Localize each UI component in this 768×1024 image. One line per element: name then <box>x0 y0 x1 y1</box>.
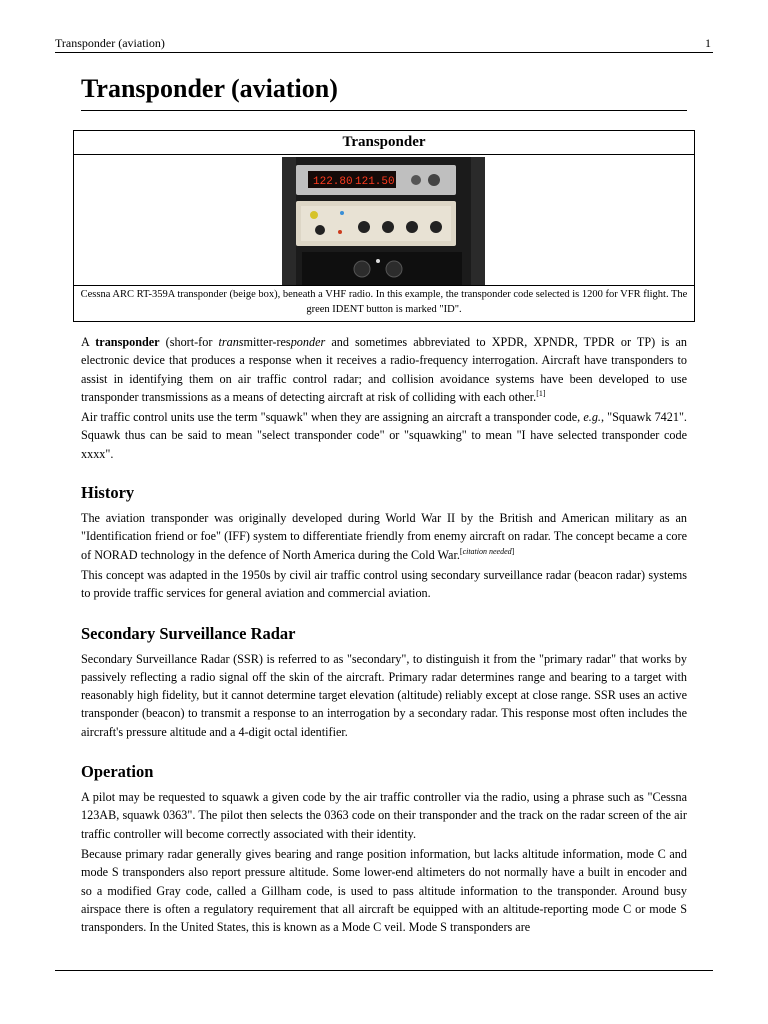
panel-left-edge <box>282 157 296 285</box>
transponder-photo[interactable] <box>282 157 485 285</box>
history-paragraph-1: The aviation transponder was originally developed during World War II by the British and American military as an "Identification friend or foe" (IFF) system to differentiate friendly from enemy aircraft on radar. The concept became a core of NORAD technology in the defence of North America during the Cold War.[citation needed] <box>81 511 687 562</box>
infobox <box>73 130 695 322</box>
operation-paragraph-2: Because primary radar generally gives bearing and range position information, but lacks altitude information, mode C and mode S transponders also report pressure altitude. Some lower-end altimeters do not normally have a built in encoder and so a modified Gray code, called a Gillham code, is used to pass altitude information to the transponder. Around busy airspace there is often a regulatory requirement that all aircraft be equipped with an altitude-reporting mode C or mode S transponders. In the United States, this is known as a Mode C veil. Mode S transponders are <box>81 846 687 935</box>
footer-rule <box>55 970 713 971</box>
operation-paragraph-1: A pilot may be requested to squawk a given code by the air traffic controller via the radio, using a phrase such as "Cessna 123AB, squawk 0363". The pilot then selects the 0363 code on their transponder and the track on the radar screen of the air traffic controller will become correctly associated with their identity. <box>81 790 687 841</box>
panel-right-edge <box>471 157 485 285</box>
infobox-caption: Cessna ARC RT-359A transponder (beige box), beneath a VHF radio. In this example, the transponder code selected is 1200 for VFR flight. The green IDENT button is marked "ID". <box>80 289 688 315</box>
running-title: Transponder (aviation) <box>55 36 165 50</box>
history-paragraph-2: This concept was adapted in the 1950s by civil air traffic control using secondary surveillance radar (beacon radar) systems to provide traffic services for general aviation and commercial aviation. <box>81 567 687 601</box>
lower-panel <box>302 252 462 285</box>
radio-knob-2 <box>428 174 440 186</box>
intro-paragraph-2: Air traffic control units use the term "squawk" when they are assigning an aircraft a transponder code, e.g., "Squawk 7421". Squawk thus can be said to mean "select transponder code" or "squawking" to mean "I have selected transponder code xxxx". <box>81 410 687 461</box>
running-header <box>55 36 713 53</box>
ident-button <box>310 211 318 219</box>
citation-needed[interactable]: [citation needed] <box>459 546 515 556</box>
infobox-image-cell <box>74 155 694 286</box>
ssr-paragraph-1: Secondary Surveillance Radar (SSR) is referred to as "secondary", to distinguish it from the "primary radar" that works by passively reflecting a radio signal off the skin of the aircraft. Primary radar determines range and bearing to a target with reasonably high fidelity, but it cannot determine target elevation (altitude) reliably except at close range. SSR uses an active transponder (beacon) to transmit a response to an interrogation by a secondary radar. This response most often includes the aircraft's pressure altitude and a 4-digit octal identifier. <box>81 651 687 739</box>
panel-center-indicator <box>376 259 380 263</box>
squelch-knob <box>386 261 402 277</box>
article-body <box>81 72 687 936</box>
ssr-heading: Secondary Surveillance Radar <box>81 623 296 643</box>
code-knob-2 <box>382 221 394 233</box>
term-transponder: transponder <box>95 335 160 349</box>
transponder-reply-lamp <box>340 211 344 215</box>
transponder-mode-lamp <box>338 230 342 234</box>
transponder-faceplate <box>301 206 451 241</box>
history-heading: History <box>81 483 135 503</box>
volume-knob <box>354 261 370 277</box>
operation-heading: Operation <box>81 762 154 782</box>
page-title: Transponder (aviation) <box>81 72 687 111</box>
radio-freq-standby: 121.50 <box>355 176 395 188</box>
code-knob-1 <box>358 221 370 233</box>
function-knob <box>315 225 325 235</box>
infobox-title: Transponder <box>74 131 694 155</box>
intro-paragraph-1: A transponder (short-for transmitter-responder and sometimes abbreviated to XPDR, XPNDR, TPDR or TP) is an electronic device that produces a response when it receives a radio-frequency interrogation. Aircraft have transponders to assist in identifying them on air traffic control radar; and collision avoidance systems have been developed to use transponder transmissions as a means of detecting aircraft at risk of colliding with each other.[1] <box>81 335 688 404</box>
radio-freq-active: 122.80 <box>313 176 353 188</box>
radio-knob-1 <box>411 175 421 185</box>
code-knob-3 <box>406 221 418 233</box>
page-number: 1 <box>705 36 711 50</box>
reference-link-1[interactable]: [1] <box>536 388 546 398</box>
code-knob-4 <box>430 221 442 233</box>
